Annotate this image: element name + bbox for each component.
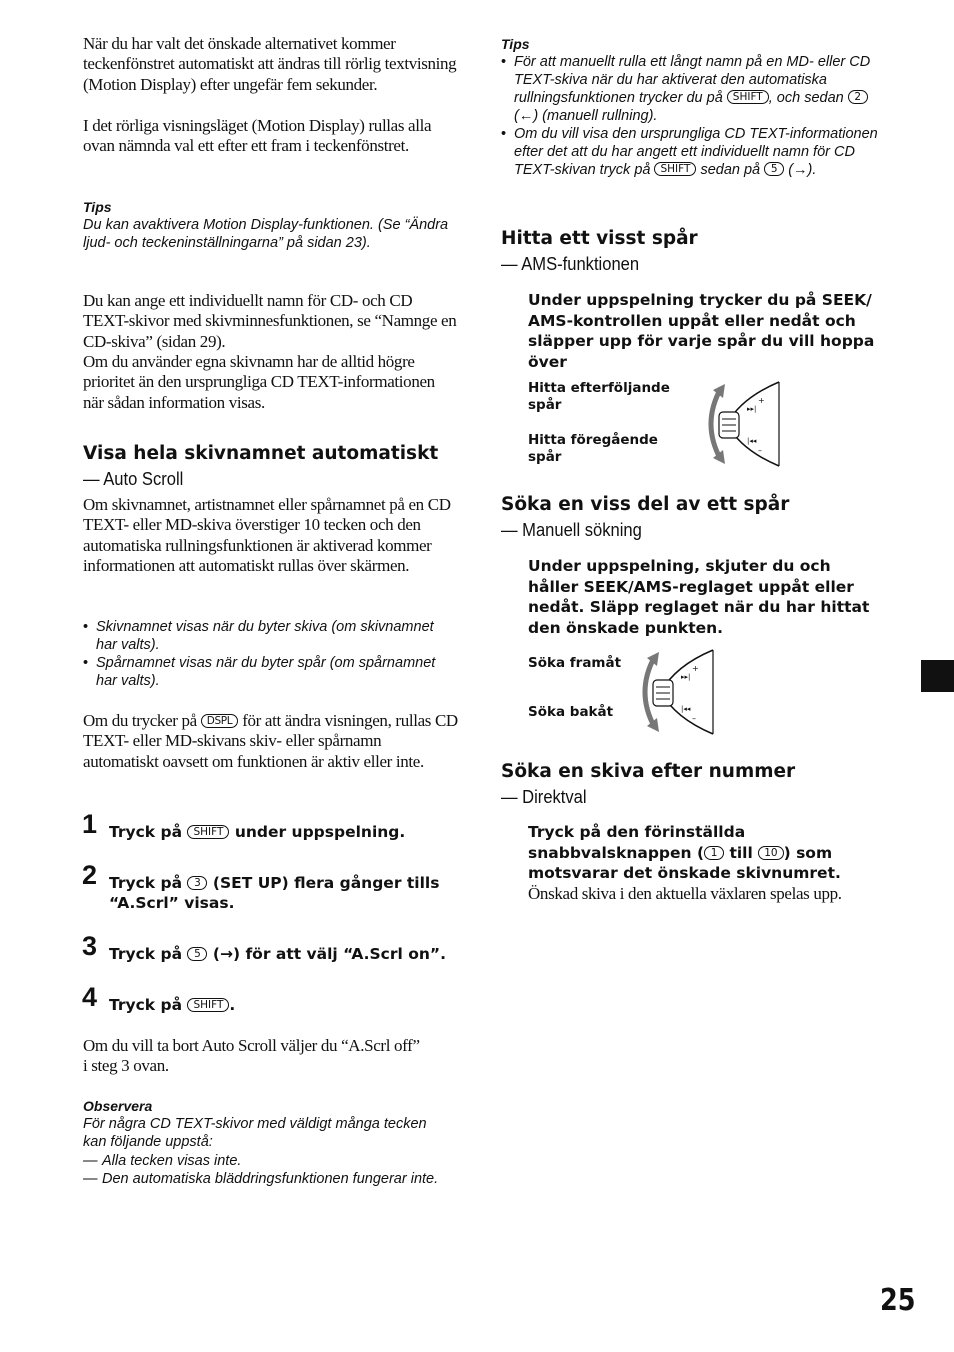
tips-bullet: • För att manuellt rulla ett långt namn på en MD- eller CD TEXT-skiva när du har aktiverat den automatiska rullningsfunktionen trycker du på SHIFT , och sedan 2 (←) (manuell rullning). [501, 53, 881, 125]
tips-heading: Tips [83, 199, 112, 215]
key-2: 2 [848, 90, 868, 104]
section-title-ams: Hitta ett visst spår [501, 228, 698, 249]
direct-select-instruction: Tryck på den förinställda snabbvalsknappen ( 1 till 10 ) som motsvarar det önskade skivnumret. [528, 823, 841, 882]
intro-paragraph-1: När du har valt det önskade alternativet kommer teckenfönstret automatiskt att ändras till rörlig textvisning (Motion Display) efter ungefär fem sekunder. [83, 34, 457, 94]
key-5: 5 [764, 162, 784, 176]
key-5: 5 [187, 947, 207, 961]
step-text: Tryck på [109, 945, 183, 963]
section-tab-marker [921, 660, 954, 692]
key-3: 3 [187, 876, 207, 890]
note-item: — Den automatiska bläddringsfunktionen fungerar inte. [83, 1170, 443, 1188]
step-text: (SET UP) flera gånger tills “A.Scrl” visas. [109, 874, 440, 912]
section-subtitle-direct-select: — Direktval [501, 787, 587, 807]
svg-text:+: + [692, 664, 699, 673]
name-paragraph-2: Om du använder egna skivnamn har de alltid högre prioritet än den ursprungliga CD TEXT-informationen när sådan information visas. [83, 352, 435, 412]
dspl-paragraph [83, 711, 458, 772]
step-2 [82, 860, 459, 913]
step-text: under uppspelning. [234, 823, 406, 841]
seek-ams-dial-icon [691, 378, 786, 470]
section-subtitle-ams: — AMS-funktionen [501, 254, 640, 274]
shift-key: SHIFT [187, 825, 229, 839]
step-text: Tryck på [109, 874, 183, 892]
step-text: (→) för att välj “A.Scrl on”. [212, 945, 446, 963]
svg-text:|◂◂: |◂◂ [747, 437, 757, 445]
section-subtitle-manual-search: — Manuell sökning [501, 520, 642, 540]
dspl-text-before: Om du trycker på [83, 711, 197, 730]
svg-text:–: – [758, 446, 762, 455]
tips-heading: Tips [501, 36, 530, 52]
shift-key: SHIFT [654, 162, 696, 176]
label-next-track: Hitta efterföljande spår [528, 380, 670, 413]
direct-select-body: Önskad skiva i den aktuella växlaren spelas upp. [528, 884, 842, 903]
step-number: 4 [82, 982, 98, 1012]
label-search-backward: Söka bakåt [528, 704, 614, 720]
section-subtitle-auto-scroll: — Auto Scroll [83, 469, 184, 489]
svg-text:|◂◂: |◂◂ [681, 705, 691, 713]
label-search-forward: Söka framåt [528, 655, 622, 671]
svg-text:▸▸|: ▸▸| [747, 405, 757, 413]
shift-key: SHIFT [187, 998, 229, 1012]
note-text: För några CD TEXT-skivor med väldigt många tecken kan följande uppstå: [83, 1116, 427, 1150]
note-item: — Alla tecken visas inte. [83, 1152, 443, 1170]
tips-bullet: • Om du vill visa den ursprungliga CD TEXT-informationen efter det att du har angett ett individuellt namn för CD TEXT-skivan tryck på SHIFT sedan på 5 (→). [501, 125, 881, 179]
step-number: 2 [82, 860, 98, 890]
shift-key: SHIFT [727, 90, 769, 104]
key-1: 1 [704, 846, 724, 860]
section-title-manual-search: Söka en viss del av ett spår [501, 494, 790, 515]
bullet-item: • Spårnamnet visas när du byter spår (om spårnamnet har valts). [83, 654, 458, 690]
section-title-direct-select: Söka en skiva efter nummer [501, 761, 796, 782]
tips-list [501, 53, 881, 179]
bullet-list [83, 618, 458, 690]
name-paragraph-1: Du kan ange ett individuellt namn för CD- och CD TEXT-skivor med skivminnesfunktionen, se “Namnge en CD-skiva” (sidan 29). [83, 291, 457, 351]
section-title-auto-scroll: Visa hela skivnamnet automatiskt [83, 443, 439, 464]
note-list [83, 1152, 443, 1188]
step-text: . [229, 996, 236, 1014]
page-number: 25 [880, 1283, 916, 1318]
bullet-item: • Skivnamnet visas när du byter skiva (om skivnamnet har valts). [83, 618, 458, 654]
step-1 [82, 809, 459, 842]
step-text: Tryck på [109, 823, 183, 841]
auto-scroll-paragraph: Om skivnamnet, artistnamnet eller spårnamnet på en CD TEXT- eller MD-skiva överstiger 10 tecken och den automatiska rullningsfunktionen är aktiverad kommer informationen att automatiskt rullas över skärmen. [83, 495, 451, 576]
step-number: 3 [82, 931, 98, 961]
svg-text:–: – [692, 714, 696, 723]
step-3 [82, 931, 479, 964]
ams-instruction: Under uppspelning trycker du på SEEK/ AMS-kontrollen uppåt eller nedåt och släpper upp för varje spår du vill hoppa över [528, 291, 875, 371]
tips-text: Du kan avaktivera Motion Display-funktionen. (Se “Ändra ljud- och teckeninställningarna” på sidan 23). [83, 217, 449, 251]
svg-text:+: + [758, 396, 765, 405]
remove-paragraph: Om du vill ta bort Auto Scroll väljer du “A.Scrl off” i steg 3 ovan. [83, 1036, 420, 1076]
intro-paragraph-2: I det rörliga visningsläget (Motion Display) rullas alla ovan nämnda val ett efter ett fram i teckenfönstret. [83, 116, 432, 156]
step-text: Tryck på [109, 996, 183, 1014]
key-10: 10 [758, 846, 783, 860]
step-4 [82, 982, 459, 1015]
step-number: 1 [82, 809, 98, 839]
label-previous-track: Hitta föregående spår [528, 432, 658, 465]
dspl-text-after: för att ändra visningen, rullas CD TEXT- eller MD-skivans skiv- eller spårnamn automatiskt oavsett om funktionen är aktiv eller inte. [83, 711, 458, 771]
seek-ams-dial-icon [625, 646, 720, 738]
dspl-key: DSPL [201, 714, 239, 728]
svg-text:▸▸|: ▸▸| [681, 673, 691, 681]
note-heading: Observera [83, 1098, 153, 1114]
manual-search-instruction: Under uppspelning, skjuter du och håller SEEK/AMS-reglaget uppåt eller nedåt. Släpp reglaget när du har hittat den önskade punkten. [528, 557, 870, 637]
